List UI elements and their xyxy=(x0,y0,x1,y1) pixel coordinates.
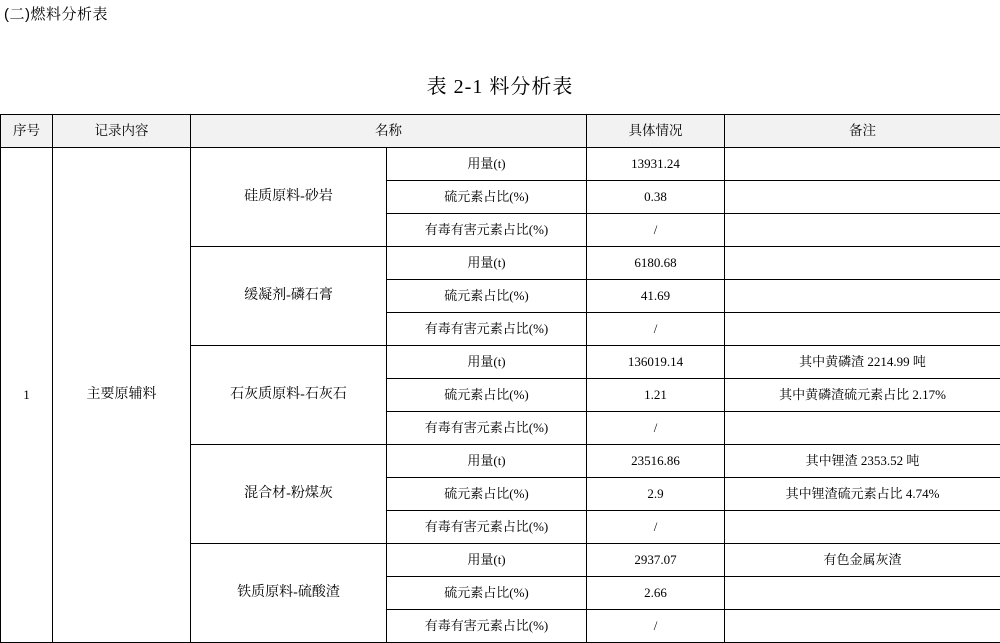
cell-value: 0.38 xyxy=(587,181,725,214)
cell-row-index: 1 xyxy=(1,148,53,643)
cell-value: / xyxy=(587,214,725,247)
cell-item: 用量(t) xyxy=(387,445,587,478)
cell-value: / xyxy=(587,610,725,643)
cell-item: 用量(t) xyxy=(387,148,587,181)
cell-value: / xyxy=(587,412,725,445)
cell-note: 其中黄磷渣 2214.99 吨 xyxy=(725,346,1000,379)
cell-note xyxy=(725,511,1000,544)
cell-item: 有毒有害元素占比(%) xyxy=(387,412,587,445)
cell-material-name: 混合材-粉煤灰 xyxy=(191,445,387,544)
cell-note xyxy=(725,214,1000,247)
cell-category: 主要原辅料 xyxy=(53,148,191,643)
cell-material-name: 铁质原料-硫酸渣 xyxy=(191,544,387,643)
cell-item: 硫元素占比(%) xyxy=(387,181,587,214)
table-row xyxy=(1,148,1000,181)
cell-item: 有毒有害元素占比(%) xyxy=(387,313,587,346)
cell-item: 有毒有害元素占比(%) xyxy=(387,511,587,544)
table-header xyxy=(1,115,1000,148)
cell-note: 有色金属灰渣 xyxy=(725,544,1000,577)
cell-note xyxy=(725,181,1000,214)
cell-value: 1.21 xyxy=(587,379,725,412)
cell-note xyxy=(725,412,1000,445)
cell-value: 2.9 xyxy=(587,478,725,511)
section-heading: (二)燃料分析表 xyxy=(4,5,108,25)
cell-value: 2937.07 xyxy=(587,544,725,577)
cell-item: 有毒有害元素占比(%) xyxy=(387,214,587,247)
cell-item: 硫元素占比(%) xyxy=(387,280,587,313)
cell-material-name: 硅质原料-砂岩 xyxy=(191,148,387,247)
cell-value: 2.66 xyxy=(587,577,725,610)
cell-note: 其中黄磷渣硫元素占比 2.17% xyxy=(725,379,1000,412)
cell-material-name: 石灰质原料-石灰石 xyxy=(191,346,387,445)
cell-material-name: 缓凝剂-磷石膏 xyxy=(191,247,387,346)
cell-note xyxy=(725,148,1000,181)
cell-note xyxy=(725,280,1000,313)
cell-item: 硫元素占比(%) xyxy=(387,379,587,412)
cell-value: 41.69 xyxy=(587,280,725,313)
header-remark: 备注 xyxy=(725,115,1000,148)
header-record-content: 记录内容 xyxy=(53,115,191,148)
cell-note xyxy=(725,610,1000,643)
cell-note: 其中锂渣 2353.52 吨 xyxy=(725,445,1000,478)
header-name: 名称 xyxy=(191,115,587,148)
cell-note xyxy=(725,577,1000,610)
header-detail: 具体情况 xyxy=(587,115,725,148)
cell-value: 13931.24 xyxy=(587,148,725,181)
cell-note xyxy=(725,313,1000,346)
cell-value: 23516.86 xyxy=(587,445,725,478)
header-index: 序号 xyxy=(1,115,53,148)
cell-item: 硫元素占比(%) xyxy=(387,478,587,511)
cell-item: 用量(t) xyxy=(387,346,587,379)
cell-item: 有毒有害元素占比(%) xyxy=(387,610,587,643)
fuel-analysis-table xyxy=(0,114,1000,643)
cell-note xyxy=(725,247,1000,280)
cell-note: 其中锂渣硫元素占比 4.74% xyxy=(725,478,1000,511)
cell-value: 6180.68 xyxy=(587,247,725,280)
cell-value: 136019.14 xyxy=(587,346,725,379)
table-header-row xyxy=(1,115,1000,148)
table-body xyxy=(1,148,1000,643)
table-title: 表 2-1 料分析表 xyxy=(0,70,1000,99)
cell-item: 用量(t) xyxy=(387,544,587,577)
cell-item: 硫元素占比(%) xyxy=(387,577,587,610)
cell-value: / xyxy=(587,313,725,346)
cell-item: 用量(t) xyxy=(387,247,587,280)
cell-value: / xyxy=(587,511,725,544)
